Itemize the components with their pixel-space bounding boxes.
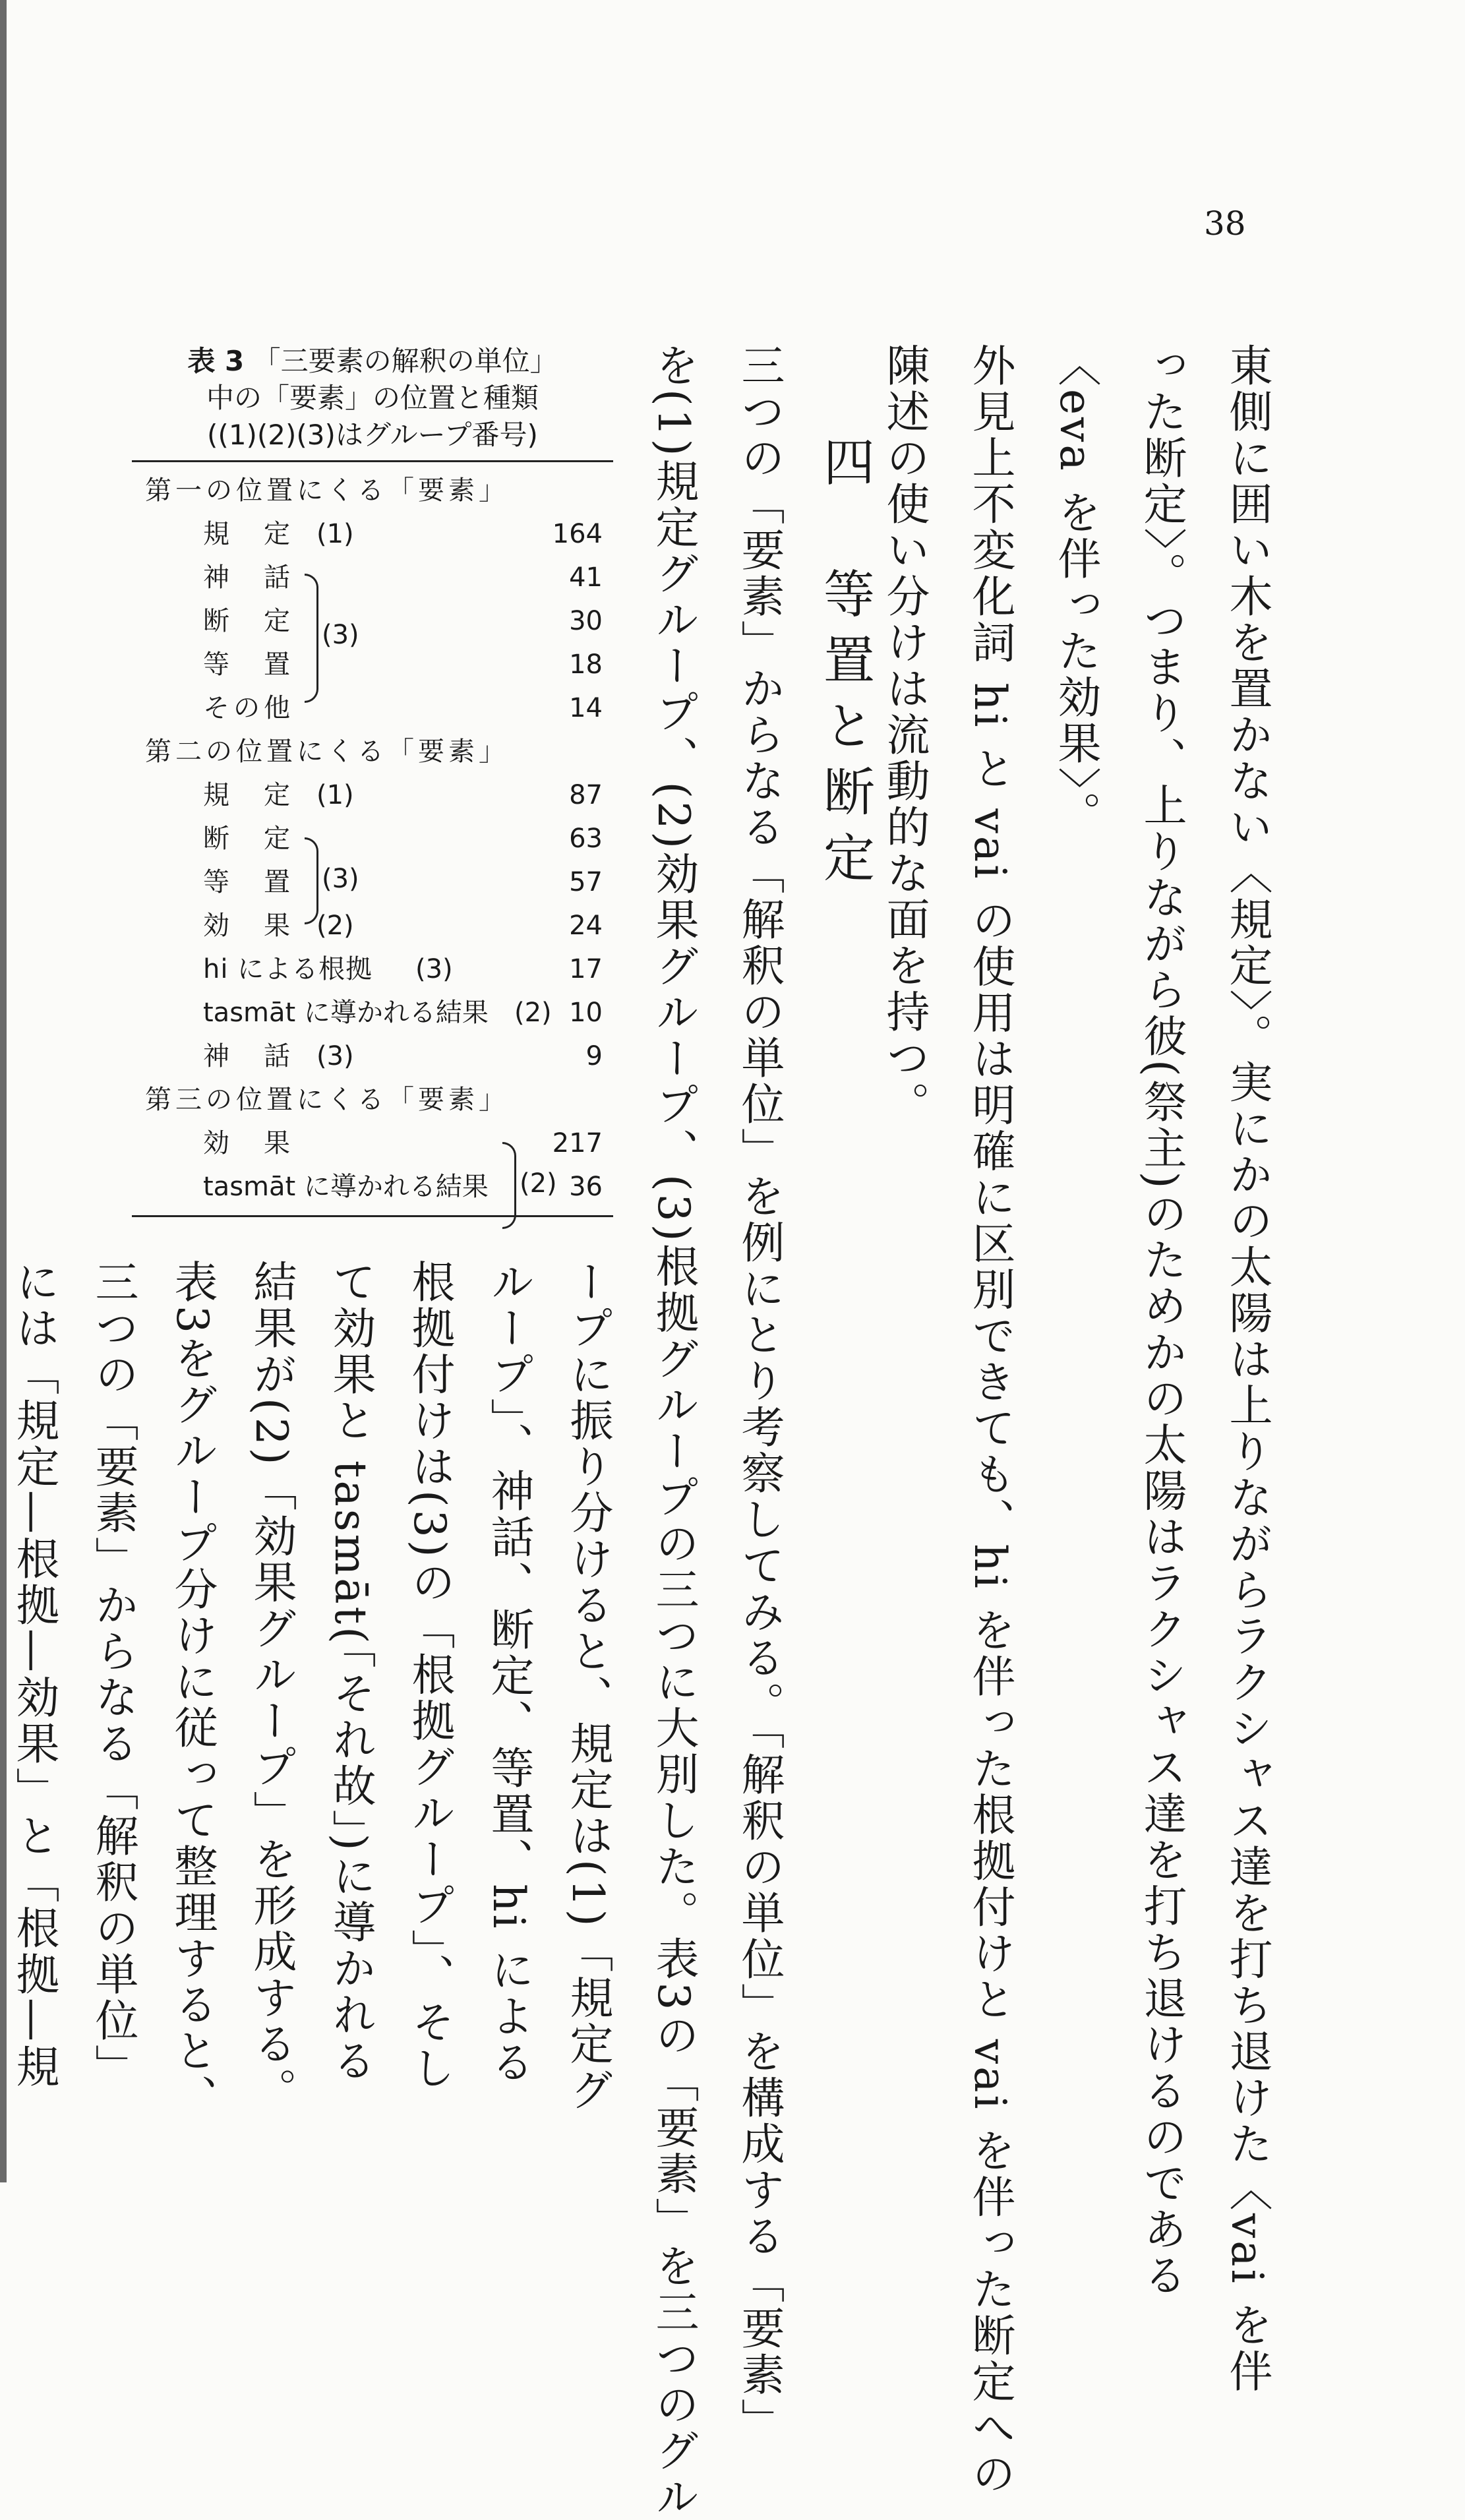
row-value: 10	[569, 998, 603, 1028]
table-row	[132, 860, 613, 904]
brace-icon	[502, 1142, 516, 1229]
lower-text-column-5: 結果が(2)「効果グループ」を形成する。	[246, 1259, 297, 2114]
table-row	[132, 686, 613, 730]
upper-text-column-4: 外見上不変化詞 hi と vai の使用は明確に区別できても、hi を伴った根拠付けと vai を伴った断定への	[965, 343, 1015, 2498]
row-label: 第二の位置にくる「要素」	[145, 736, 509, 767]
page-number: 38	[1204, 204, 1246, 243]
brace-group-label: (3)	[322, 864, 359, 894]
table-row-position-1-header	[132, 469, 613, 512]
table-caption-title: 「三要素の解釈の単位」	[253, 345, 558, 377]
lower-text-column-8: には「規定—根拠—効果」と「根拠—規	[9, 1259, 59, 2090]
row-value: 17	[569, 954, 603, 984]
table-row	[132, 1122, 613, 1165]
table-caption-subtitle: 中の「要素」の位置と種類	[206, 382, 539, 414]
brace-group-label: (3)	[322, 620, 359, 650]
row-label: 神 話	[203, 562, 294, 593]
row-value: 164	[552, 519, 603, 549]
row-value: 36	[569, 1172, 603, 1202]
row-group: (1)	[316, 519, 354, 549]
row-label: 断 定	[203, 606, 294, 636]
row-label: その他	[203, 693, 294, 723]
row-label: 規 定	[203, 780, 294, 810]
row-label: 神 話	[203, 1041, 294, 1071]
lower-text-column-7: 三つの「要素」からなる「解釈の単位」	[88, 1259, 138, 2090]
row-label: tasmāt に導かれる結果	[203, 998, 489, 1028]
upper-text-column-1: 東側に囲い木を置かない〈規定〉。実にかの太陽は上りながらラクシャス達を打ち退けた〈vai を伴	[1222, 343, 1272, 2395]
middle-text-column-2: を(1)規定グループ、(2)効果グループ、(3)根拠グループの三つに大別した。表3の「要素」を三つのグル	[648, 343, 699, 2520]
row-value: 217	[552, 1128, 603, 1158]
section-heading: 四 等置と断定	[815, 435, 874, 897]
upper-text-column-3: 〈eva を伴った効果〉。	[1050, 343, 1101, 837]
table-row	[132, 512, 613, 556]
row-value: 30	[569, 606, 603, 636]
row-group: (1)	[316, 780, 354, 810]
table-row	[132, 904, 613, 947]
middle-text-column-1: 三つの「要素」からなる「解釈の単位」を例にとり考察してみる。「解釈の単位」を構成する「要素」	[734, 343, 785, 2444]
table-row	[132, 599, 613, 643]
upper-text-column-2: った断定〉。つまり、上りながら彼(祭主)のためかの太陽はラクシャス達を打ち退けるのである	[1136, 343, 1187, 2299]
table-bottom-rule	[132, 1215, 613, 1217]
upper-text-column-5: 陳述の使い分けは流動的な面を持つ。	[879, 343, 930, 1127]
row-label: 第一の位置にくる「要素」	[145, 475, 509, 506]
brace-group-label: (2)	[520, 1168, 557, 1199]
row-group: (3)	[316, 1041, 354, 1071]
table-caption-note: ((1)(2)(3)はグループ番号)	[207, 419, 538, 451]
row-label: 等 置	[203, 867, 294, 897]
lower-text-column-3: 根拠付けは(3)の「根拠グループ」、そし	[404, 1259, 455, 2092]
table-row	[132, 947, 613, 991]
table-row	[132, 773, 613, 817]
brace-icon	[305, 574, 318, 703]
row-value: 24	[569, 911, 603, 941]
lower-text-column-6: 表3をグループ分けに従って整理すると、	[167, 1259, 218, 2120]
row-value: 41	[569, 562, 603, 593]
table-row	[132, 643, 613, 686]
table-row	[132, 1035, 613, 1078]
row-label: 等 置	[203, 649, 294, 680]
table-caption-label: 表 3	[187, 345, 245, 377]
table-3	[132, 343, 613, 1224]
row-label: 断 定	[203, 824, 294, 854]
row-label: hi による根拠	[203, 954, 373, 984]
table-row	[132, 556, 613, 599]
row-value: 63	[569, 824, 603, 854]
table-caption	[132, 343, 613, 454]
row-group: (3)	[415, 954, 453, 984]
row-group: (2)	[316, 911, 354, 941]
row-group: (2)	[514, 998, 552, 1028]
row-label: 規 定	[203, 519, 294, 549]
table-row-position-2-header	[132, 730, 613, 773]
table-row	[132, 817, 613, 860]
row-value: 9	[585, 1041, 603, 1071]
row-label: 効 果	[203, 911, 294, 941]
table-top-rule	[132, 460, 613, 462]
row-label: tasmāt に導かれる結果	[203, 1172, 489, 1202]
row-label: 第三の位置にくる「要素」	[145, 1085, 509, 1115]
row-label: 効 果	[203, 1128, 294, 1158]
row-value: 57	[569, 867, 603, 897]
row-value: 18	[569, 649, 603, 680]
row-value: 87	[569, 780, 603, 810]
lower-text-column-1: ープに振り分けると、規定は(1)「規定グ	[562, 1259, 613, 2114]
table-row	[132, 991, 613, 1035]
table-row-position-3-header	[132, 1078, 613, 1122]
row-value: 14	[569, 693, 603, 723]
lower-text-column-2: ループ」、神話、断定、等置、hi による	[483, 1259, 534, 2086]
brace-icon	[305, 837, 318, 924]
lower-text-column-4: て効果と tasmāt(「それ故」)に導かれる	[325, 1259, 376, 2084]
